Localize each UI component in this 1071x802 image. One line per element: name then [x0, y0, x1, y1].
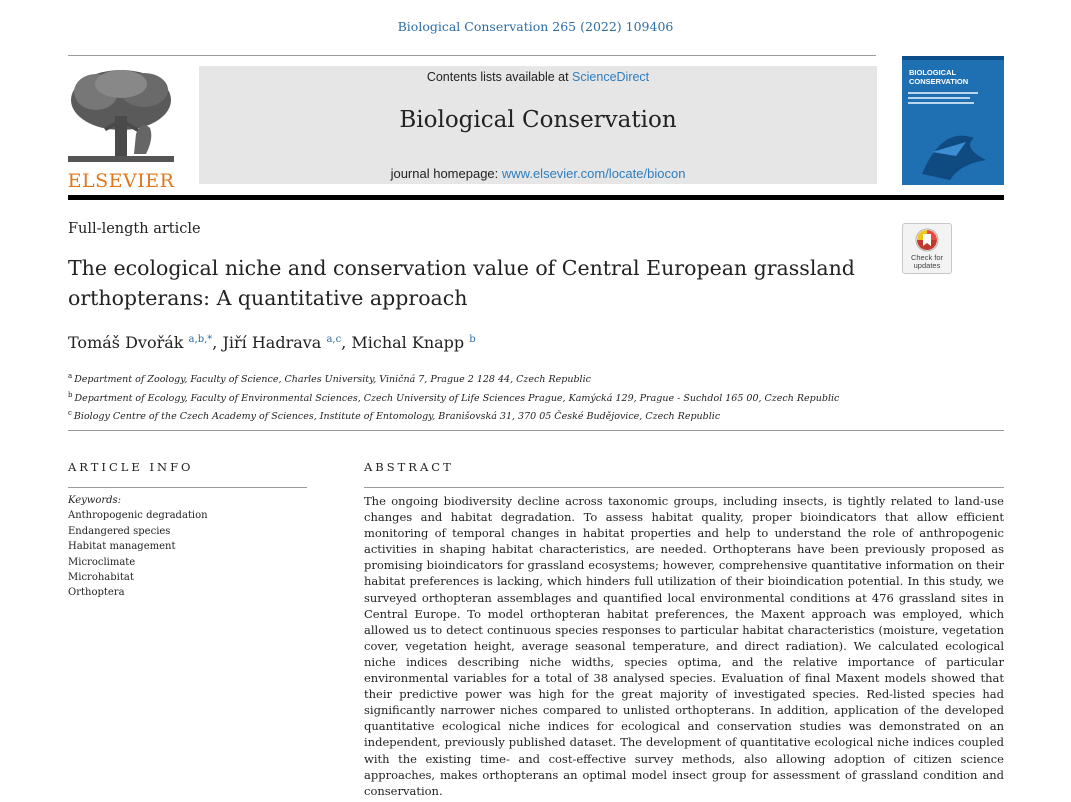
keyword-item[interactable]: Habitat management: [68, 541, 176, 553]
abstract-text: The ongoing biodiversity decline across taxonomic groups, including insects, is tightly related to land-use changes and habitat degradation. To assess habitat quality, proper bioindicators that allow efficient monitoring of temporal changes in habitat properties and help to understand the role of anthropogenic activities in shaping habitat characteristics, are needed. Orthopterans have been previously proposed as promising bioindicators for grassland ecosystems; however, comprehensive quantitative information on their habitat preferences is lacking, which hinders full utilization of their bioindication potential. In this study, we surveyed orthopteran assemblages and quantified local environmental conditions at 476 grassland sites in Central Europe. To model orthopteran habitat preferences, the Maxent approach was employed, which allowed us to detect continuous species responses to particular habitat characteristics (moisture, vegetation cover, vegetation height, average seasonal temperature, and direct radiation). We calculated ecological niche indices describing niche widths, species optima, and the relative importance of particular environmental variables for a total of 38 analysed species. Evaluation of final Maxent models showed that their predictive power was high for the great majority of investigated species. Red-listed species had significantly narrower niches compared to unlisted orthopterans. In addition, application of the developed quantitative ecological niche indices for ecological and conservation studies was demonstrated on an independent, previously published dataset. The development of quantitative ecological niche indices coupled with the existing time- and cost-effective survey methods, also allowing adoption of citizen science approaches, makes orthopterans an optimal model insect group for assessment of grassland condition and conservation.: [364, 494, 1004, 798]
abstract-divider: [364, 487, 1004, 488]
author-affiliation-marks[interactable]: a,c: [326, 334, 342, 345]
author-separator: ,: [341, 333, 352, 352]
keyword-item[interactable]: Endangered species: [68, 525, 171, 537]
affiliation-item: [68, 388, 839, 407]
homepage-prefix: journal homepage:: [390, 166, 502, 181]
section-divider: [68, 430, 1004, 431]
affiliation-item: [68, 406, 839, 425]
contents-line: [199, 70, 877, 84]
affiliation-mark: b: [68, 390, 73, 399]
journal-title: Biological Conservation: [399, 107, 677, 133]
top-divider: [68, 55, 876, 56]
article-info-heading: ARTICLE INFO: [68, 460, 194, 474]
author-name[interactable]: Jiří Hadrava: [222, 333, 322, 352]
author-name[interactable]: Tomáš Dvořák: [68, 333, 184, 352]
sciencedirect-link[interactable]: ScienceDirect: [572, 70, 650, 84]
affiliation-text: Department of Zoology, Faculty of Science, Charles University, Viničná 7, Prague 2 128 44, Czech Republic: [74, 374, 591, 385]
keyword-item[interactable]: Microclimate: [68, 556, 136, 568]
affiliation-text: Biology Centre of the Czech Academy of Sciences, Institute of Entomology, Branišovská 31, 370 05 České Budějovice, Czech Republic: [73, 411, 721, 422]
homepage-line: [199, 166, 877, 181]
journal-homepage-link[interactable]: www.elsevier.com/locate/biocon: [501, 166, 686, 181]
author-separator: ,: [212, 333, 223, 352]
article-type: Full-length article: [68, 221, 201, 237]
cover-title-1: BIOLOGICAL: [909, 68, 957, 77]
keywords-list: [68, 493, 208, 601]
affiliation-item: [68, 369, 839, 388]
author-affiliation-marks[interactable]: b: [469, 334, 476, 345]
keyword-item[interactable]: Orthoptera: [68, 587, 125, 599]
check-updates-label-1: Check for: [910, 253, 944, 262]
journal-cover[interactable]: [902, 56, 1004, 185]
abstract-heading: ABSTRACT: [364, 460, 454, 474]
header-rule: [68, 195, 1004, 200]
author-affiliation-marks[interactable]: a,b,*: [188, 334, 213, 345]
check-updates-label-2: updates: [913, 261, 941, 270]
affiliation-mark: a: [68, 372, 73, 380]
keywords-label: Keywords:: [68, 495, 122, 506]
keyword-item[interactable]: Microhabitat: [68, 572, 134, 584]
article-info-divider: [68, 487, 307, 488]
contents-prefix: Contents lists available at: [426, 70, 573, 84]
check-for-updates-button[interactable]: [902, 223, 952, 274]
journal-citation: Biological Conservation 265 (2022) 109406: [397, 19, 674, 34]
paper-title: The ecological niche and conservation value of Central European grassland orthopterans: A quantitative approach: [68, 256, 855, 310]
elsevier-tree-icon: [66, 66, 176, 166]
cover-title-2: CONSERVATION: [909, 77, 969, 86]
author-name[interactable]: Michal Knapp: [351, 333, 465, 352]
bookmark-icon: [903, 227, 951, 255]
affiliation-mark: c: [68, 409, 72, 417]
publisher-wordmark: ELSEVIER: [67, 170, 175, 192]
affiliation-text: Department of Ecology, Faculty of Environmental Sciences, Czech University of Life Sciences Prague, Kamýcká 129, Prague - Suchdol 165 00, Czech Republic: [74, 392, 840, 404]
author-list: [68, 333, 476, 352]
elsevier-logo[interactable]: [66, 66, 176, 192]
keyword-item[interactable]: Anthropogenic degradation: [68, 510, 208, 522]
affiliations: [68, 369, 839, 425]
